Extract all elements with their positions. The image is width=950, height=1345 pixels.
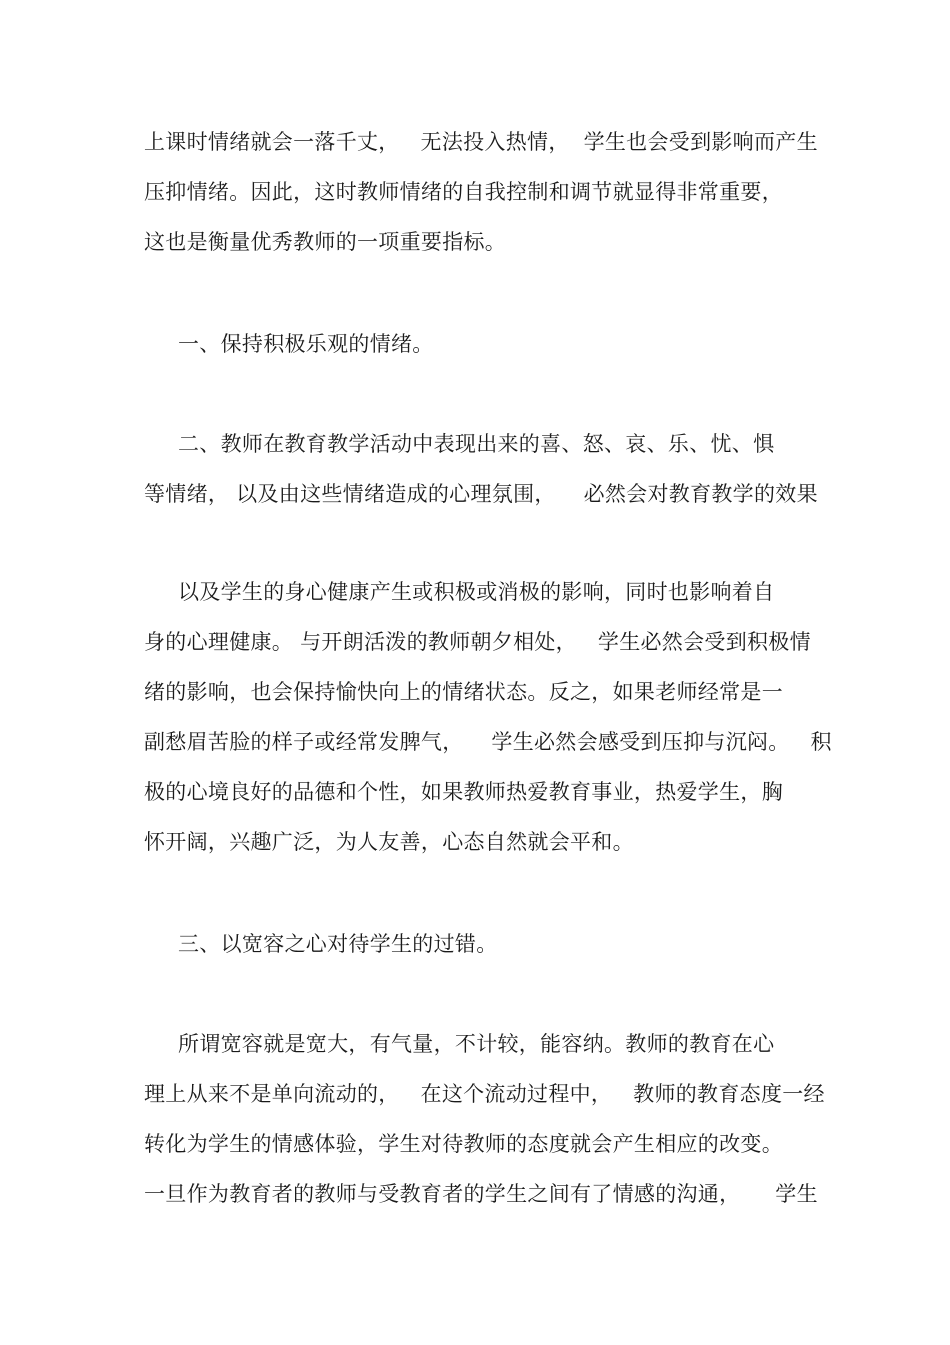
text-line: 极的心境良好的品德和个性，如果教师热爱教育事业，热爱学生，胸 [144,780,783,804]
text-line: 二、教师在教育教学活动中表现出来的喜、怒、哀、乐、忧、惧 [178,432,775,456]
text-line: 上课时情绪就会一落千丈， 无法投入热情， 学生也会受到影响而产生 [144,130,818,154]
text-line: 压抑情绪。因此，这时教师情绪的自我控制和调节就显得非常重要， [144,180,783,204]
text-line: 以及学生的身心健康产生或积极或消极的影响，同时也影响着自 [178,580,775,604]
text-line: 一旦作为教育者的教师与受教育者的学生之间有了情感的沟通， 学生 [144,1182,818,1206]
text-line: 理上从来不是单向流动的， 在这个流动过程中， 教师的教育态度一经 [144,1082,825,1106]
section-heading: 一、保持积极乐观的情绪。 [178,332,434,356]
text-line: 怀开阔，兴趣广泛，为人友善，心态自然就会平和。 [144,830,634,854]
text-line: 副愁眉苦脸的样子或经常发脾气， 学生必然会感受到压抑与沉闷。 积 [144,730,832,754]
text-line: 等情绪， 以及由这些情绪造成的心理氛围， 必然会对教育教学的效果 [144,482,818,506]
section-heading: 三、以宽容之心对待学生的过错。 [178,932,498,956]
text-line: 绪的影响，也会保持愉快向上的情绪状态。反之，如果老师经常是一 [144,680,783,704]
text-line: 转化为学生的情感体验，学生对待教师的态度就会产生相应的改变。 [144,1132,783,1156]
text-line: 身的心理健康。 与开朗活泼的教师朝夕相处， 学生必然会受到积极情 [144,630,811,654]
text-line: 所谓宽容就是宽大，有气量，不计较，能容纳。教师的教育在心 [178,1032,775,1056]
text-line: 这也是衡量优秀教师的一项重要指标。 [144,230,507,254]
